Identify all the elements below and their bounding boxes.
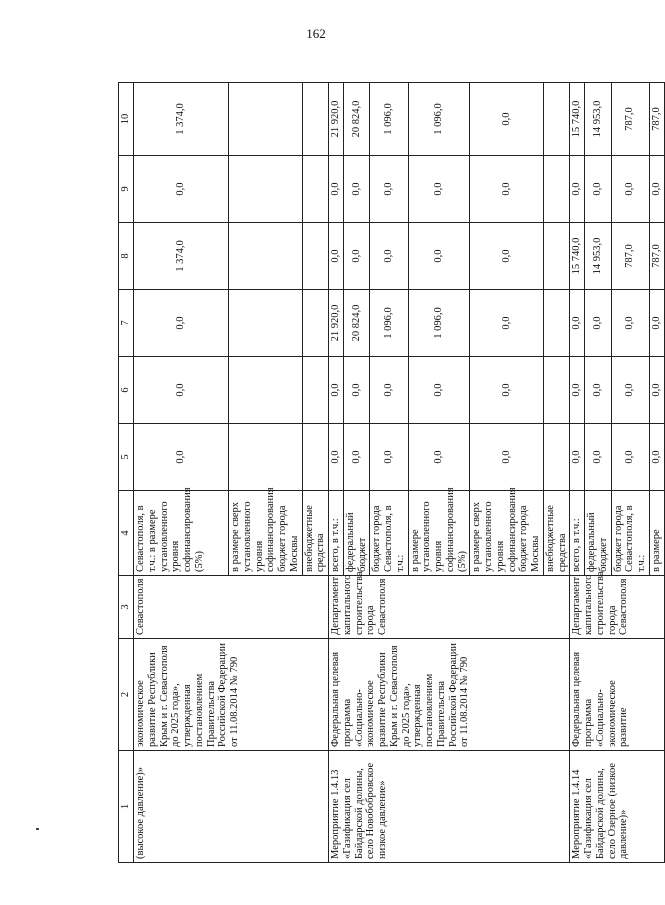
value-cell: 0,0	[408, 424, 470, 491]
value-cell: 0,0	[470, 83, 544, 156]
value-cell: 0,0	[570, 357, 585, 424]
value-cell: 0,0	[343, 424, 370, 491]
source-cell: всего, в т.ч.:	[570, 491, 585, 576]
col-header: 10	[119, 83, 134, 156]
value-cell: 14 953,0	[585, 83, 612, 156]
col-header: 2	[119, 639, 134, 751]
col-header: 3	[119, 576, 134, 639]
value-cell: 1 096,0	[370, 290, 408, 357]
value-cell: 0,0	[343, 357, 370, 424]
value-cell: 0,0	[470, 424, 544, 491]
program-cell: Федеральная целевая программа «Социально-экономическое развитие	[570, 639, 664, 751]
executor-cell: Департамент капитального строительства города Севастополя	[570, 576, 664, 639]
value-cell: 0,0	[585, 290, 612, 357]
value-cell: 1 096,0	[370, 83, 408, 156]
measure-cell: Мероприятие 1.4.14 «Газификация сел Байдарской долины, село Озерное (низкое давление)»	[570, 751, 664, 863]
value-cell: 15 740,0	[570, 223, 585, 290]
value-cell: 0,0	[611, 424, 649, 491]
value-cell: 0,0	[470, 223, 544, 290]
value-cell: 14 953,0	[585, 223, 612, 290]
col-header: 8	[119, 223, 134, 290]
source-cell: внебюджетные средства	[302, 491, 329, 576]
source-cell: всего, в т.ч.:	[329, 491, 344, 576]
table-row	[329, 83, 344, 863]
table-row	[134, 83, 229, 863]
value-cell: 0,0	[611, 357, 649, 424]
source-cell: бюджет города Севастополя, в т.ч.:	[370, 491, 408, 576]
value-cell: 20 824,0	[343, 290, 370, 357]
value-cell: 21 920,0	[329, 83, 344, 156]
page-number: 162	[306, 26, 326, 41]
value-cell: 0,0	[611, 290, 649, 357]
value-cell: 1 096,0	[408, 290, 470, 357]
rotated-table-wrapper	[118, 83, 662, 863]
value-cell: 0,0	[570, 156, 585, 223]
value-cell: 0,0	[649, 156, 664, 223]
executor-cell: Департамент капитального строительства города Севастополя	[329, 576, 570, 639]
value-cell: 0,0	[134, 357, 229, 424]
source-cell: в размере	[649, 491, 664, 576]
value-cell: 0,0	[570, 424, 585, 491]
source-cell: внебюджетные средства	[543, 491, 570, 576]
value-cell: 787,0	[649, 83, 664, 156]
value-cell: 787,0	[611, 223, 649, 290]
value-cell: 0,0	[649, 357, 664, 424]
value-cell: 0,0	[649, 424, 664, 491]
table-row	[570, 83, 585, 863]
value-cell: 0,0	[408, 156, 470, 223]
col-header: 4	[119, 491, 134, 576]
value-cell: 0,0	[329, 357, 344, 424]
value-cell: 0,0	[343, 223, 370, 290]
value-cell: 1 096,0	[408, 83, 470, 156]
value-cell: 21 920,0	[329, 290, 344, 357]
value-cell: 1 374,0	[134, 83, 229, 156]
value-cell: 0,0	[585, 357, 612, 424]
value-cell: 0,0	[585, 424, 612, 491]
source-cell: федеральный бюджет	[585, 491, 612, 576]
value-cell: 0,0	[649, 290, 664, 357]
value-cell: 1 374,0	[134, 223, 229, 290]
col-header: 7	[119, 290, 134, 357]
value-cell: 15 740,0	[570, 83, 585, 156]
source-cell: Севастополя, в т.ч.: в размере установленного уровня софинансирования (5%)	[134, 491, 229, 576]
value-cell: 0,0	[329, 156, 344, 223]
executor-cell: Севастополя	[134, 576, 329, 639]
source-cell: бюджет города Севастополя, в т.ч.:	[611, 491, 649, 576]
value-cell: 0,0	[134, 156, 229, 223]
value-cell: 0,0	[470, 357, 544, 424]
value-cell: 0,0	[370, 156, 408, 223]
value-cell: 0,0	[370, 223, 408, 290]
value-cell: 0,0	[470, 290, 544, 357]
value-cell: 787,0	[649, 223, 664, 290]
source-cell: в размере установленного уровня софинансирования (5%)	[408, 491, 470, 576]
value-cell: 0,0	[370, 357, 408, 424]
col-header: 9	[119, 156, 134, 223]
value-cell: 0,0	[370, 424, 408, 491]
program-cell: Федеральная целевая программа «Социально-экономическое развитие Республики Крым и г. Севастополя до 2025 года», утвержденная постановлением Правительства Российской Федерации от 11.08.2014 № 790	[329, 639, 570, 751]
source-cell: в размере сверх установленного уровня софинансирования бюджет города Москвы	[229, 491, 303, 576]
value-cell: 0,0	[329, 424, 344, 491]
source-cell: в размере сверх установленного уровня софинансирования бюджет города Москвы	[470, 491, 544, 576]
measure-cell: Мероприятие 1.4.13 «Газификация сел Байдарской долины, село Новобобровское низкое давление»	[329, 751, 570, 863]
value-cell: 0,0	[611, 156, 649, 223]
header-row	[119, 83, 134, 863]
col-header: 1	[119, 751, 134, 863]
value-cell: 0,0	[570, 290, 585, 357]
value-cell: 0,0	[343, 156, 370, 223]
value-cell: 20 824,0	[343, 83, 370, 156]
col-header: 5	[119, 424, 134, 491]
col-header: 6	[119, 357, 134, 424]
value-cell: 787,0	[611, 83, 649, 156]
value-cell: 0,0	[329, 223, 344, 290]
value-cell: 0,0	[134, 290, 229, 357]
program-cell: экономическое развитие Республики Крым и г. Севастополя до 2025 года», утвержденная постановлением Правительства Российской Федерации от 11.08.2014 № 790	[134, 639, 329, 751]
source-cell: федеральный бюджет	[343, 491, 370, 576]
measure-cell: (высокое давление)»	[134, 751, 329, 863]
value-cell: 0,0	[134, 424, 229, 491]
value-cell: 0,0	[470, 156, 544, 223]
scan-speck	[36, 828, 39, 830]
value-cell: 0,0	[408, 223, 470, 290]
value-cell: 0,0	[408, 357, 470, 424]
value-cell: 0,0	[585, 156, 612, 223]
budget-table	[118, 82, 665, 863]
